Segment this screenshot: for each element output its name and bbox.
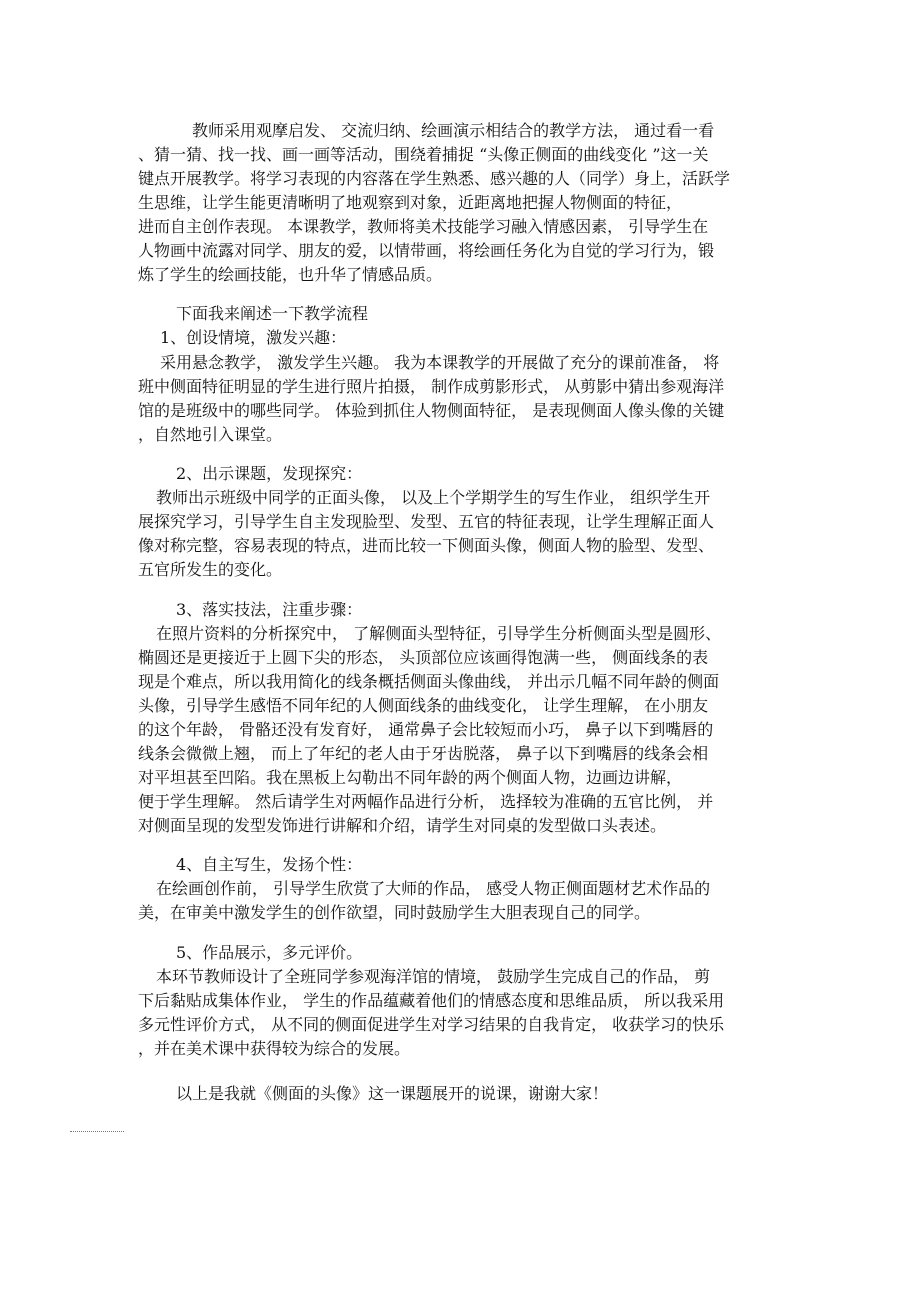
text-line: 本环节教师设计了全班同学参观海洋馆的情境， 鼓励学生完成自己的作品， 剪 (156, 967, 711, 986)
closing-remark: 以上是我就《侧面的头像》这一课题展开的说课，谢谢大家！ (176, 1084, 609, 1103)
text-line: ，自然地引入课堂。 (138, 425, 283, 444)
text-line: 、猜一猜、找一找、画一画等活动，围绕着捕捉 “头像正侧面的曲线变化 ”这一关 (138, 145, 709, 164)
text-line: 生思维，让学生能更清晰明了地观察到对象，近距离地把握人物侧面的特征， (138, 193, 683, 212)
footer-dotted-rule (70, 1131, 124, 1132)
section-heading: 1、创设情境，激发兴趣： (160, 328, 347, 347)
text-line: ，并在美术课中获得较为综合的发展。 (138, 1039, 411, 1058)
text-line: 在照片资料的分析探究中， 了解侧面头型特征，引导学生分析侧面头型是圆形、 (156, 624, 722, 643)
text-line: 教师出示班级中同学的正面头像， 以及上个学期学生的写生作业， 组织学生开 (156, 488, 711, 507)
text-line: 下后黏贴成集体作业， 学生的作品蕴藏着他们的情感态度和思维品质， 所以我采用 (138, 991, 725, 1010)
text-line: 像对称完整，容易表现的特点，进而比较一下侧面头像，侧面人物的脸型、发型、 (138, 536, 715, 555)
text-line: 班中侧面特征明显的学生进行照片拍摄， 制作成剪影形式， 从剪影中猜出参观海洋 (138, 377, 725, 396)
section-intro: 下面我来阐述一下教学流程 (176, 304, 369, 323)
text-line: 现是个难点，所以我用简化的线条概括侧面头像曲线， 并出示几幅不同年龄的侧面 (138, 672, 720, 691)
text-line: 椭圆还是更接近于上圆下尖的形态， 头顶部位应该画得饱满一些， 侧面线条的表 (138, 648, 709, 667)
section-heading: 5、作品展示，多元评价。 (176, 943, 363, 962)
text-line: 采用悬念教学， 激发学生兴趣。 我为本课教学的开展做了充分的课前准备， 将 (160, 353, 720, 372)
text-line: 的这个年龄， 骨骼还没有发育好， 通常鼻子会比较短而小巧， 鼻子以下到嘴唇的 (138, 720, 714, 739)
section-heading: 2、出示课题，发现探究： (176, 464, 363, 483)
text-line: 五官所发生的变化。 (138, 560, 283, 579)
text-line: 便于学生理解。 然后请学生对两幅作品进行分析， 选择较为准确的五官比例， 并 (138, 792, 714, 811)
text-line: 展探究学习，引导学生自主发现脸型、发型、五官的特征表现，让学生理解正面人 (138, 512, 715, 531)
text-line: 人物画中流露对同学、朋友的爱，以情带画，将绘画任务化为自觉的学习行为，锻 (138, 241, 715, 260)
text-line: 进而自主创作表现。 本课教学，教师将美术技能学习融入情感因素， 引导学生在 (138, 217, 709, 236)
text-line: 馆的是班级中的哪些同学。 体验到抓住人物侧面特征， 是表现侧面人像头像的关键 (138, 401, 725, 420)
text-line: 键点开展教学。将学习表现的内容落在学生熟悉、感兴趣的人（同学）身上，活跃学 (138, 169, 731, 188)
text-line: 美，在审美中激发学生的创作欲望，同时鼓励学生大胆表现自己的同学。 (138, 903, 651, 922)
text-line: 头像，引导学生感悟不同年纪的人侧面线条的曲线变化， 让学生理解， 在小朋友 (138, 696, 709, 715)
text-line: 对侧面呈现的发型发饰进行讲解和介绍，请学生对同桌的发型做口头表述。 (138, 816, 667, 835)
section-heading: 4、自主写生，发扬个性： (176, 855, 363, 874)
text-line: 在绘画创作前， 引导学生欣赏了大师的作品， 感受人物正侧面题材艺术作品的 (156, 879, 711, 898)
text-line: 多元性评价方式， 从不同的侧面促进学生对学习结果的自我肯定， 收获学习的快乐 (138, 1015, 725, 1034)
text-line: 线条会微微上翘， 而上了年纪的老人由于牙齿脱落， 鼻子以下到嘴唇的线条会相 (138, 744, 709, 763)
text-line: 教师采用观摩启发、 交流归纳、绘画演示相结合的教学方法， 通过看一看 (192, 121, 715, 140)
section-heading: 3、落实技法，注重步骤： (176, 600, 363, 619)
text-line: 炼了学生的绘画技能，也升华了情感品质。 (138, 265, 443, 284)
text-line: 对平坦甚至凹陷。我在黑板上勾勒出不同年龄的两个侧面人物，边画边讲解， (138, 768, 683, 787)
